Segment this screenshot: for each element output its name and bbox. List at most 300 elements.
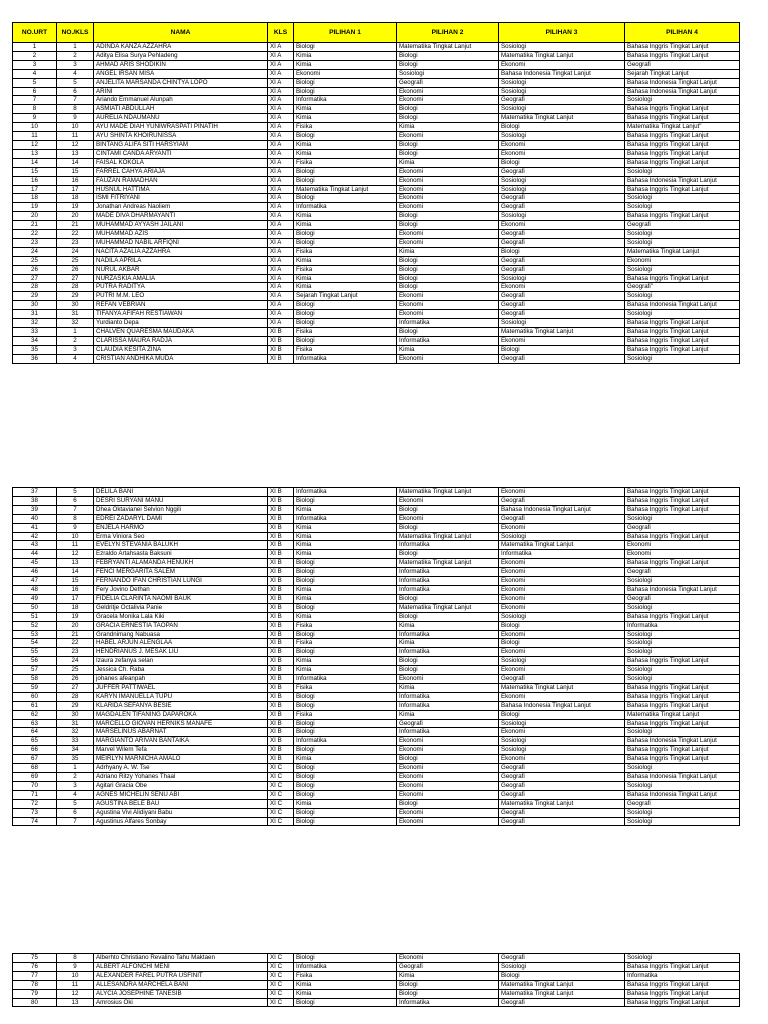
cell-kelas: XI A — [268, 167, 294, 176]
cell-pilihan-1: Biologi — [294, 603, 397, 612]
cell-pilihan-1: Informatika — [294, 96, 397, 105]
cell-pilihan-1: Biologi — [294, 176, 397, 185]
cell-pilihan-2: Ekonomi — [397, 167, 499, 176]
cell-pilihan-3: Sosiologi — [499, 274, 625, 283]
cell-pilihan-4: Sosiologi — [625, 954, 740, 963]
cell-no-urut: 48 — [13, 585, 57, 594]
cell-no-urut: 26 — [13, 265, 57, 274]
cell-pilihan-3: Geografi — [499, 292, 625, 301]
header-pilihan-2: PILIHAN 2 — [397, 23, 499, 43]
cell-pilihan-1: Kimia — [294, 532, 397, 541]
cell-no-urut: 79 — [13, 989, 57, 998]
cell-pilihan-2: Biologi — [397, 550, 499, 559]
cell-no-urut: 45 — [13, 559, 57, 568]
cell-pilihan-3: Matematika Tingkat Lanjut — [499, 989, 625, 998]
cell-kelas: XI B — [268, 621, 294, 630]
cell-no-kelas: 2 — [57, 51, 94, 60]
cell-kelas: XI A — [268, 132, 294, 141]
cell-no-urut: 35 — [13, 345, 57, 354]
cell-nama: Agustinus Alfares Sonbay — [94, 817, 268, 826]
table-row — [13, 69, 740, 78]
cell-pilihan-1: Kimia — [294, 505, 397, 514]
cell-pilihan-1: Informatika — [294, 514, 397, 523]
cell-no-urut: 29 — [13, 292, 57, 301]
table-row — [13, 60, 740, 69]
cell-pilihan-3: Geografi — [499, 167, 625, 176]
cell-nama: Fery Jovino Dethan — [94, 585, 268, 594]
cell-no-kelas: 22 — [57, 230, 94, 239]
cell-pilihan-2: Informatika — [397, 692, 499, 701]
cell-kelas: XI A — [268, 212, 294, 221]
table-row — [13, 283, 740, 292]
cell-nama: ALLESANDRA MARCHELA BANI — [94, 980, 268, 989]
cell-no-urut: 42 — [13, 532, 57, 541]
cell-kelas: XI A — [268, 265, 294, 274]
cell-pilihan-4: Geografi — [625, 594, 740, 603]
cell-pilihan-1: Kimia — [294, 256, 397, 265]
cell-nama: AURELIA NDAUMANU — [94, 114, 268, 123]
cell-pilihan-3: Ekonomi — [499, 283, 625, 292]
cell-pilihan-1: Kimia — [294, 612, 397, 621]
cell-nama: Erma Viniora Seo — [94, 532, 268, 541]
cell-no-urut: 75 — [13, 954, 57, 963]
cell-pilihan-3: Geografi — [499, 238, 625, 247]
cell-pilihan-4: Sosiologi — [625, 194, 740, 203]
cell-no-kelas: 23 — [57, 238, 94, 247]
cell-pilihan-2: Ekonomi — [397, 203, 499, 212]
table-row — [13, 746, 740, 755]
cell-kelas: XI B — [268, 630, 294, 639]
table-row — [13, 701, 740, 710]
cell-pilihan-4: Bahasa Inggris Tingkat Lanjut — [625, 51, 740, 60]
cell-no-kelas: 10 — [57, 532, 94, 541]
cell-pilihan-3: Geografi — [499, 808, 625, 817]
cell-pilihan-4: Sosiologi — [625, 764, 740, 773]
cell-no-urut: 41 — [13, 523, 57, 532]
cell-no-urut: 17 — [13, 185, 57, 194]
table-row — [13, 328, 740, 337]
cell-pilihan-1: Biologi — [294, 817, 397, 826]
cell-pilihan-2: Ekonomi — [397, 185, 499, 194]
cell-kelas: XI B — [268, 532, 294, 541]
cell-no-urut: 13 — [13, 149, 57, 158]
cell-pilihan-3: Ekonomi — [499, 336, 625, 345]
cell-pilihan-3: Geografi — [499, 203, 625, 212]
table-row — [13, 755, 740, 764]
header-nama: NAMA — [94, 23, 268, 43]
table-row — [13, 496, 740, 505]
cell-no-urut: 8 — [13, 105, 57, 114]
cell-pilihan-4: Ekonomi — [625, 541, 740, 550]
cell-no-urut: 67 — [13, 755, 57, 764]
cell-pilihan-2: Ekonomi — [397, 301, 499, 310]
cell-pilihan-2: Biologi — [397, 505, 499, 514]
cell-pilihan-2: Biologi — [397, 980, 499, 989]
cell-nama: CLARISSA MAURA RADJA — [94, 336, 268, 345]
cell-no-kelas: 3 — [57, 345, 94, 354]
cell-kelas: XI A — [268, 230, 294, 239]
cell-no-kelas: 31 — [57, 719, 94, 728]
cell-pilihan-2: Kimia — [397, 345, 499, 354]
cell-nama: MAGDALEN TIFANING DAPAROKA — [94, 710, 268, 719]
cell-pilihan-1: Kimia — [294, 283, 397, 292]
cell-no-kelas: 11 — [57, 980, 94, 989]
cell-pilihan-3: Sosiologi — [499, 87, 625, 96]
cell-pilihan-4: Bahasa Inggris Tingkat Lanjut — [625, 559, 740, 568]
cell-pilihan-1: Kimia — [294, 989, 397, 998]
cell-nama: TIFANYA AFIFAH RESTIAWAN — [94, 310, 268, 319]
cell-no-urut: 14 — [13, 158, 57, 167]
cell-no-kelas: 23 — [57, 648, 94, 657]
cell-pilihan-4: Ekonomi — [625, 256, 740, 265]
cell-kelas: XI B — [268, 603, 294, 612]
cell-no-kelas: 9 — [57, 114, 94, 123]
table-row — [13, 612, 740, 621]
cell-pilihan-3: Geografi — [499, 496, 625, 505]
cell-pilihan-1: Informatika — [294, 962, 397, 971]
cell-pilihan-1: Fisika — [294, 158, 397, 167]
table-body — [13, 43, 740, 364]
header-pilihan-4: PILIHAN 4 — [625, 23, 740, 43]
cell-no-kelas: 14 — [57, 158, 94, 167]
cell-no-urut: 31 — [13, 310, 57, 319]
cell-nama: Agustina Vivi Alidiyani Babu — [94, 808, 268, 817]
cell-pilihan-4: Matematika Tingkat Lanjut — [625, 710, 740, 719]
cell-no-urut: 80 — [13, 998, 57, 1007]
cell-pilihan-4: Geografi — [625, 799, 740, 808]
cell-kelas: XI A — [268, 247, 294, 256]
cell-no-kelas: 19 — [57, 203, 94, 212]
cell-pilihan-1: Biologi — [294, 310, 397, 319]
table-row — [13, 577, 740, 586]
table-row — [13, 568, 740, 577]
cell-kelas: XI B — [268, 568, 294, 577]
cell-pilihan-4: Bahasa Inggris Tingkat Lanjut — [625, 980, 740, 989]
cell-no-kelas: 12 — [57, 140, 94, 149]
table-row — [13, 247, 740, 256]
cell-no-urut: 70 — [13, 781, 57, 790]
cell-pilihan-3: Geografi — [499, 256, 625, 265]
cell-pilihan-1: Fisika — [294, 683, 397, 692]
cell-pilihan-2: Ekonomi — [397, 514, 499, 523]
cell-pilihan-1: Fisika — [294, 265, 397, 274]
cell-pilihan-2: Kimia — [397, 158, 499, 167]
cell-pilihan-2: Informatika — [397, 648, 499, 657]
cell-no-kelas: 13 — [57, 559, 94, 568]
cell-no-urut: 49 — [13, 594, 57, 603]
cell-no-urut: 61 — [13, 701, 57, 710]
header-kelas: KLS — [268, 23, 294, 43]
cell-pilihan-4: Bahasa Inggris Tingkat Lanjut — [625, 612, 740, 621]
cell-pilihan-4: Bahasa Inggris Tingkat Lanjut — [625, 683, 740, 692]
cell-pilihan-2: Geografi — [397, 962, 499, 971]
cell-pilihan-1: Ekonomi — [294, 69, 397, 78]
cell-kelas: XI B — [268, 550, 294, 559]
cell-nama: FAISAL KOKOLA — [94, 158, 268, 167]
cell-pilihan-3: Biologi — [499, 247, 625, 256]
cell-pilihan-1: Biologi — [294, 167, 397, 176]
cell-pilihan-1: Biologi — [294, 764, 397, 773]
table-row — [13, 989, 740, 998]
cell-kelas: XI C — [268, 980, 294, 989]
cell-pilihan-4: Sosiologi — [625, 577, 740, 586]
cell-pilihan-3: Geografi — [499, 514, 625, 523]
cell-nama: Ariando Emmanuel Alunpah — [94, 96, 268, 105]
cell-kelas: XI C — [268, 998, 294, 1007]
cell-nama: AHMAD ARIS SHODIKIN — [94, 60, 268, 69]
cell-no-kelas: 1 — [57, 764, 94, 773]
cell-no-kelas: 9 — [57, 523, 94, 532]
cell-pilihan-1: Kimia — [294, 60, 397, 69]
cell-no-urut: 18 — [13, 194, 57, 203]
cell-nama: AGNES MICHELIN SENU ABI — [94, 790, 268, 799]
table-row — [13, 683, 740, 692]
cell-no-urut: 54 — [13, 639, 57, 648]
table-row — [13, 998, 740, 1007]
cell-kelas: XI B — [268, 559, 294, 568]
cell-pilihan-4: Bahasa Inggris Tingkat Lanjut — [625, 140, 740, 149]
cell-no-urut: 27 — [13, 274, 57, 283]
cell-no-kelas: 3 — [57, 781, 94, 790]
cell-pilihan-4: Geografi — [625, 221, 740, 230]
cell-pilihan-3: Matematika Tingkat Lanjut — [499, 328, 625, 337]
cell-kelas: XI A — [268, 123, 294, 132]
cell-no-kelas: 6 — [57, 808, 94, 817]
cell-no-kelas: 32 — [57, 319, 94, 328]
cell-pilihan-1: Kimia — [294, 140, 397, 149]
table-row — [13, 790, 740, 799]
table-row — [13, 51, 740, 60]
cell-pilihan-2: Ekonomi — [397, 817, 499, 826]
cell-pilihan-3: Sosiologi — [499, 78, 625, 87]
cell-pilihan-1: Biologi — [294, 238, 397, 247]
cell-nama: MARSELINUS ABARNAT — [94, 728, 268, 737]
table-row — [13, 514, 740, 523]
cell-pilihan-3: Ekonomi — [499, 60, 625, 69]
cell-nama: KLARIDA SEFANYA BESIE — [94, 701, 268, 710]
table-row — [13, 719, 740, 728]
cell-kelas: XI B — [268, 657, 294, 666]
cell-nama: Ezraldo Artahsasta Baksuni — [94, 550, 268, 559]
cell-pilihan-1: Kimia — [294, 585, 397, 594]
cell-nama: Gracela Monika Lala Kiki — [94, 612, 268, 621]
cell-nama: CLAUDIA KESITA ZINA — [94, 345, 268, 354]
cell-nama: HABEL ARJUN ALENGLAA — [94, 639, 268, 648]
table-row — [13, 954, 740, 963]
cell-pilihan-3: Geografi — [499, 96, 625, 105]
table-row — [13, 345, 740, 354]
cell-no-urut: 69 — [13, 773, 57, 782]
cell-kelas: XI B — [268, 514, 294, 523]
cell-pilihan-4: Bahasa Inggris Tingkat Lanjut — [625, 149, 740, 158]
cell-pilihan-3: Ekonomi — [499, 221, 625, 230]
cell-pilihan-2: Ekonomi — [397, 764, 499, 773]
cell-pilihan-3: Sosiologi — [499, 43, 625, 52]
table-row — [13, 971, 740, 980]
cell-pilihan-2: Biologi — [397, 328, 499, 337]
cell-kelas: XI C — [268, 989, 294, 998]
cell-nama: KARYN IMANUELLA TUPU — [94, 692, 268, 701]
cell-pilihan-2: Biologi — [397, 612, 499, 621]
cell-kelas: XI C — [268, 773, 294, 782]
table-row — [13, 301, 740, 310]
cell-pilihan-3: Sosiologi — [499, 176, 625, 185]
cell-nama: ALYCIA JOSEPHINE TANESIB — [94, 989, 268, 998]
cell-pilihan-2: Informatika — [397, 568, 499, 577]
cell-no-kelas: 30 — [57, 710, 94, 719]
cell-no-urut: 28 — [13, 283, 57, 292]
table-row — [13, 523, 740, 532]
cell-no-kelas: 35 — [57, 755, 94, 764]
cell-nama: Geldritje Octalivia Panie — [94, 603, 268, 612]
cell-pilihan-1: Kimia — [294, 799, 397, 808]
cell-pilihan-4: Sosiologi — [625, 817, 740, 826]
cell-no-urut: 24 — [13, 247, 57, 256]
cell-nama: NURZASKIA AMALIA — [94, 274, 268, 283]
cell-no-kelas: 12 — [57, 989, 94, 998]
cell-pilihan-1: Biologi — [294, 559, 397, 568]
table-row — [13, 764, 740, 773]
cell-no-kelas: 25 — [57, 666, 94, 675]
cell-pilihan-2: Biologi — [397, 212, 499, 221]
cell-pilihan-2: Biologi — [397, 51, 499, 60]
cell-pilihan-3: Geografi — [499, 790, 625, 799]
cell-pilihan-4: Bahasa Inggris Tingkat Lanjut — [625, 719, 740, 728]
cell-pilihan-4: Sosiologi — [625, 292, 740, 301]
cell-kelas: XI B — [268, 336, 294, 345]
table-row — [13, 221, 740, 230]
student-table-page-2 — [12, 487, 740, 826]
cell-pilihan-3: Sosiologi — [499, 657, 625, 666]
cell-pilihan-2: Informatika — [397, 336, 499, 345]
cell-no-urut: 6 — [13, 87, 57, 96]
cell-no-kelas: 13 — [57, 149, 94, 158]
cell-no-kelas: 1 — [57, 328, 94, 337]
cell-no-urut: 66 — [13, 746, 57, 755]
cell-pilihan-3: Sosiologi — [499, 185, 625, 194]
cell-nama: AGUSTINA BELE BAU — [94, 799, 268, 808]
cell-pilihan-1: Biologi — [294, 230, 397, 239]
cell-kelas: XI B — [268, 345, 294, 354]
cell-kelas: XI A — [268, 194, 294, 203]
cell-no-kelas: 8 — [57, 514, 94, 523]
cell-nama: ARINI — [94, 87, 268, 96]
cell-no-kelas: 27 — [57, 274, 94, 283]
cell-no-urut: 23 — [13, 238, 57, 247]
cell-nama: Amrosius Oki — [94, 998, 268, 1007]
cell-pilihan-3: Matematika Tingkat Lanjut — [499, 799, 625, 808]
table-row — [13, 185, 740, 194]
cell-pilihan-4: Bahasa Inggris Tingkat Lanjut — [625, 962, 740, 971]
cell-nama: NURUL AKBAR — [94, 265, 268, 274]
cell-pilihan-4: Bahasa Inggris Tingkat Lanjut — [625, 496, 740, 505]
cell-pilihan-3: Geografi — [499, 354, 625, 363]
cell-no-urut: 50 — [13, 603, 57, 612]
table-row — [13, 505, 740, 514]
cell-kelas: XI A — [268, 301, 294, 310]
cell-no-urut: 74 — [13, 817, 57, 826]
cell-pilihan-3: Ekonomi — [499, 488, 625, 497]
cell-pilihan-2: Ekonomi — [397, 310, 499, 319]
cell-kelas: XI A — [268, 51, 294, 60]
cell-nama: Alberhto Christiano Revalino Tahu Maktaen — [94, 954, 268, 963]
cell-pilihan-4: Matematika Tingkat Lanjut" — [625, 123, 740, 132]
cell-no-kelas: 8 — [57, 954, 94, 963]
cell-nama: CINTAMI CANDA ARYANTI — [94, 149, 268, 158]
table-row — [13, 710, 740, 719]
cell-pilihan-4: Geografi — [625, 568, 740, 577]
cell-nama: MUHAMMAD AYYASH JAILANI — [94, 221, 268, 230]
cell-pilihan-4: Sosiologi — [625, 630, 740, 639]
cell-pilihan-4: Bahasa Inggris Tingkat Lanjut — [625, 746, 740, 755]
cell-pilihan-3: Sosiologi — [499, 612, 625, 621]
cell-nama: MUHAMMAD AZIS — [94, 230, 268, 239]
cell-no-kelas: 15 — [57, 167, 94, 176]
cell-no-urut: 39 — [13, 505, 57, 514]
table-row — [13, 621, 740, 630]
cell-pilihan-3: Biologi — [499, 158, 625, 167]
cell-no-kelas: 17 — [57, 594, 94, 603]
cell-pilihan-4: Matematika Tingkat Lanjut — [625, 247, 740, 256]
cell-kelas: XI A — [268, 87, 294, 96]
cell-pilihan-3: Biologi — [499, 123, 625, 132]
cell-no-kelas: 21 — [57, 630, 94, 639]
cell-nama: Aditya Elisa Surya Pehladeng — [94, 51, 268, 60]
cell-kelas: XI A — [268, 203, 294, 212]
cell-pilihan-3: Geografi — [499, 230, 625, 239]
cell-nama: FARREL CAHYA ARIAJA — [94, 167, 268, 176]
cell-pilihan-2: Biologi — [397, 594, 499, 603]
cell-no-urut: 15 — [13, 167, 57, 176]
cell-pilihan-2: Biologi — [397, 523, 499, 532]
cell-pilihan-2: Informatika — [397, 577, 499, 586]
cell-pilihan-2: Ekonomi — [397, 675, 499, 684]
cell-no-kelas: 34 — [57, 746, 94, 755]
table-row — [13, 666, 740, 675]
cell-no-urut: 65 — [13, 737, 57, 746]
student-table-page-1 — [12, 22, 740, 364]
cell-pilihan-3: Sosiologi — [499, 719, 625, 728]
cell-nama: FEBRYANTI ALAMANDA HENUKH — [94, 559, 268, 568]
cell-kelas: XI C — [268, 817, 294, 826]
cell-nama: johanes afeanpah — [94, 675, 268, 684]
cell-kelas: XI B — [268, 719, 294, 728]
cell-pilihan-1: Biologi — [294, 132, 397, 141]
cell-no-urut: 60 — [13, 692, 57, 701]
cell-no-urut: 58 — [13, 675, 57, 684]
cell-no-kelas: 28 — [57, 283, 94, 292]
cell-pilihan-4: Bahasa Inggris Tingkat Lanjut — [625, 998, 740, 1007]
cell-pilihan-3: Geografi — [499, 998, 625, 1007]
cell-nama: Marvel Wilem Tefa — [94, 746, 268, 755]
cell-nama: NADILA APRILA — [94, 256, 268, 265]
cell-kelas: XI A — [268, 69, 294, 78]
cell-no-urut: 10 — [13, 123, 57, 132]
cell-pilihan-2: Informatika — [397, 728, 499, 737]
cell-pilihan-2: Ekonomi — [397, 496, 499, 505]
cell-kelas: XI A — [268, 292, 294, 301]
cell-pilihan-1: Fisika — [294, 247, 397, 256]
cell-pilihan-3: Ekonomi — [499, 755, 625, 764]
cell-pilihan-1: Biologi — [294, 194, 397, 203]
cell-pilihan-4: Bahasa Inggris Tingkat Lanjut — [625, 692, 740, 701]
cell-nama: ADINDA KANZA AZZAHRA — [94, 43, 268, 52]
cell-no-kelas: 29 — [57, 701, 94, 710]
cell-kelas: XI A — [268, 158, 294, 167]
cell-pilihan-3: Ekonomi — [499, 149, 625, 158]
cell-nama: Adrhyany A. W. Tse — [94, 764, 268, 773]
cell-pilihan-3: Matematika Tingkat Lanjut — [499, 541, 625, 550]
